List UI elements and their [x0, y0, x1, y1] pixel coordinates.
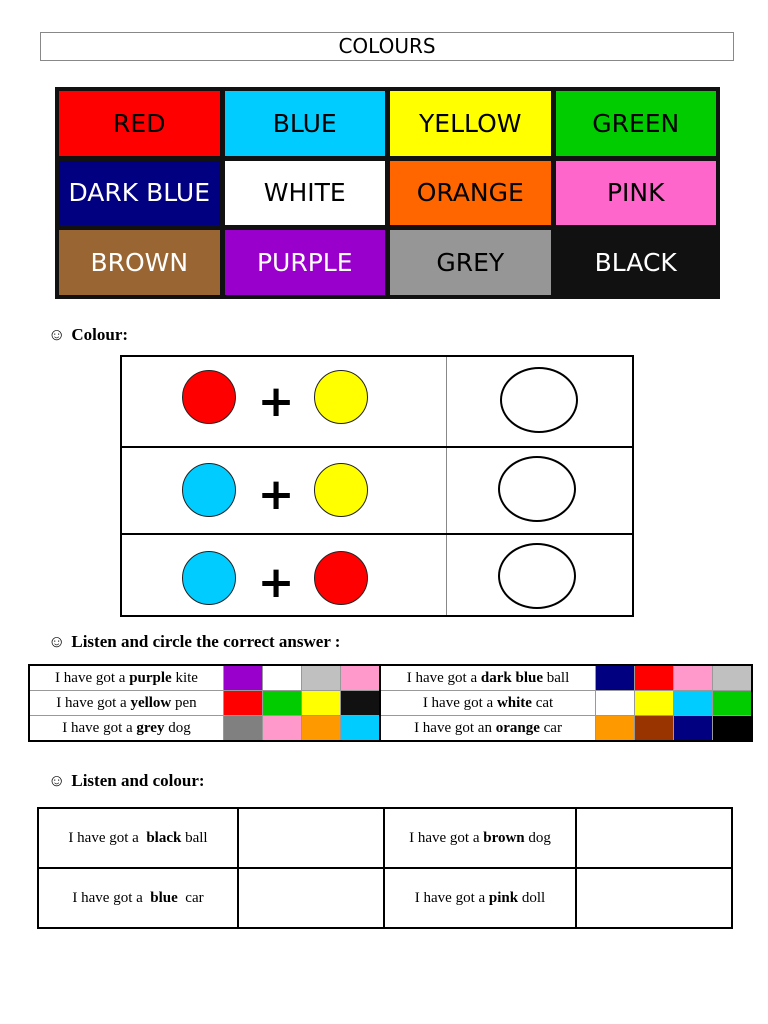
sentence-cell — [384, 868, 576, 928]
sentence-text: ball — [543, 669, 570, 686]
colour-chart-cell — [225, 91, 386, 156]
sentence-text: pen — [171, 694, 197, 711]
colour-swatch[interactable] — [263, 665, 302, 691]
table-row — [29, 716, 752, 742]
colour-chart-cell — [556, 230, 717, 295]
sentence-cell — [384, 808, 576, 868]
sentence-text: I have got an — [414, 719, 496, 736]
listen-colour-table — [37, 807, 733, 929]
answer-circle[interactable] — [498, 543, 576, 609]
colour-label: BROWN — [90, 248, 189, 278]
colour-swatch[interactable] — [302, 716, 341, 742]
sentence-text: I have got a — [72, 889, 151, 906]
sentence-text: cat — [531, 694, 554, 711]
colour-label: RED — [113, 108, 166, 138]
colour-swatch[interactable] — [713, 691, 753, 716]
plus-sign: + — [257, 376, 295, 427]
colour-chart-cell — [59, 161, 220, 226]
colour-swatch[interactable] — [713, 665, 753, 691]
answer-circle[interactable] — [498, 456, 576, 522]
colour-swatch[interactable] — [635, 691, 674, 716]
sentence-text: I have got a — [406, 669, 481, 686]
colour-label: ORANGE — [416, 178, 524, 208]
colour-label: BLACK — [594, 248, 677, 278]
colour-chart-cell — [59, 91, 220, 156]
left-colour-dot — [182, 370, 236, 424]
colour-chart-cell — [59, 230, 220, 295]
colour-swatch[interactable] — [596, 691, 635, 716]
right-colour-dot — [314, 463, 368, 517]
colour-mixing-table — [120, 355, 634, 617]
colour-swatch[interactable] — [224, 665, 263, 691]
sentence-text: I have got a — [55, 669, 130, 686]
colour-swatch[interactable] — [674, 691, 713, 716]
colour-word: purple — [129, 669, 172, 686]
colour-swatch[interactable] — [263, 691, 302, 716]
colour-swatch[interactable] — [263, 716, 302, 742]
sentence-text: doll — [518, 889, 546, 906]
table-row — [29, 665, 752, 691]
colour-label: DARK BLUE — [68, 178, 211, 208]
sentence-cell — [29, 665, 224, 691]
colour-swatch[interactable] — [674, 665, 713, 691]
table-row — [29, 691, 752, 716]
colour-swatch[interactable] — [596, 665, 635, 691]
colour-swatch[interactable] — [341, 716, 381, 742]
sentence-text: kite — [171, 669, 198, 686]
colour-chart-cell — [390, 161, 551, 226]
colour-word: pink — [488, 889, 519, 906]
colour-swatch[interactable] — [224, 691, 263, 716]
mixing-row — [122, 446, 632, 535]
sentence-text: dog — [524, 829, 551, 846]
colour-word: brown — [483, 829, 525, 846]
sentence-text: dog — [164, 719, 191, 736]
colour-chart-cell — [390, 91, 551, 156]
sentence-text: I have got a — [422, 694, 497, 711]
section-heading-colour — [48, 325, 128, 345]
mixing-row — [122, 533, 632, 617]
left-colour-dot — [182, 463, 236, 517]
smiley-icon: ☺ — [48, 771, 66, 790]
colouring-box[interactable] — [238, 868, 384, 928]
colour-chart — [55, 87, 720, 299]
sentence-cell — [29, 691, 224, 716]
left-colour-dot — [182, 551, 236, 605]
section-title: Colour: — [71, 325, 129, 344]
colouring-box[interactable] — [238, 808, 384, 868]
colour-label: YELLOW — [419, 108, 522, 138]
colour-label: PURPLE — [256, 248, 353, 278]
table-row — [38, 808, 732, 868]
colour-word: white — [496, 694, 532, 711]
colouring-box[interactable] — [576, 868, 732, 928]
sentence-text: ball — [181, 829, 208, 846]
right-colour-dot — [314, 370, 368, 424]
colour-label: GREY — [436, 248, 505, 278]
right-colour-dot — [314, 551, 368, 605]
colour-chart-cell — [225, 161, 386, 226]
colour-word: black — [146, 829, 182, 846]
sentence-cell — [38, 808, 238, 868]
colour-swatch[interactable] — [302, 665, 341, 691]
plus-sign: + — [257, 557, 295, 608]
colour-word: orange — [495, 719, 540, 736]
mixing-row — [122, 357, 632, 447]
colour-swatch[interactable] — [596, 716, 635, 742]
section-heading-listen-colour — [48, 771, 205, 791]
listen-circle-table — [28, 664, 753, 742]
plus-sign: + — [257, 469, 295, 520]
smiley-icon: ☺ — [48, 325, 66, 344]
colour-label: WHITE — [263, 178, 346, 208]
sentence-text: I have got a — [68, 829, 147, 846]
colour-label: PINK — [606, 178, 665, 208]
sentence-cell — [29, 716, 224, 742]
section-title: Listen and colour: — [71, 771, 205, 790]
colour-chart-cell — [556, 161, 717, 226]
colouring-box[interactable] — [576, 808, 732, 868]
colour-chart-cell — [556, 91, 717, 156]
page-title: COLOURS — [40, 32, 734, 61]
sentence-text: car — [177, 889, 204, 906]
table-row — [38, 868, 732, 928]
sentence-cell — [380, 665, 596, 691]
colour-swatch[interactable] — [302, 691, 341, 716]
colour-word: yellow — [130, 694, 172, 711]
colour-word: grey — [136, 719, 165, 736]
smiley-icon: ☺ — [48, 632, 66, 651]
colour-chart-cell — [225, 230, 386, 295]
sentence-text: I have got a — [414, 889, 489, 906]
colour-swatch[interactable] — [224, 716, 263, 742]
colour-swatch[interactable] — [341, 691, 381, 716]
section-heading-listen-circle — [48, 632, 340, 652]
section-title: Listen and circle the correct answer : — [71, 632, 341, 651]
colour-swatch[interactable] — [635, 665, 674, 691]
sentence-text: car — [539, 719, 562, 736]
sentence-text: I have got a — [62, 719, 137, 736]
colour-word: dark blue — [480, 669, 543, 686]
colour-swatch[interactable] — [713, 716, 753, 742]
colour-label: BLUE — [272, 108, 337, 138]
sentence-text: I have got a — [409, 829, 484, 846]
sentence-text: I have got a — [56, 694, 131, 711]
sentence-cell — [380, 716, 596, 742]
colour-swatch[interactable] — [674, 716, 713, 742]
colour-swatch[interactable] — [341, 665, 381, 691]
colour-chart-cell — [390, 230, 551, 295]
colour-word: blue — [150, 889, 178, 906]
sentence-cell — [38, 868, 238, 928]
answer-circle[interactable] — [500, 367, 578, 433]
sentence-cell — [380, 691, 596, 716]
colour-swatch[interactable] — [635, 716, 674, 742]
colour-label: GREEN — [592, 108, 680, 138]
